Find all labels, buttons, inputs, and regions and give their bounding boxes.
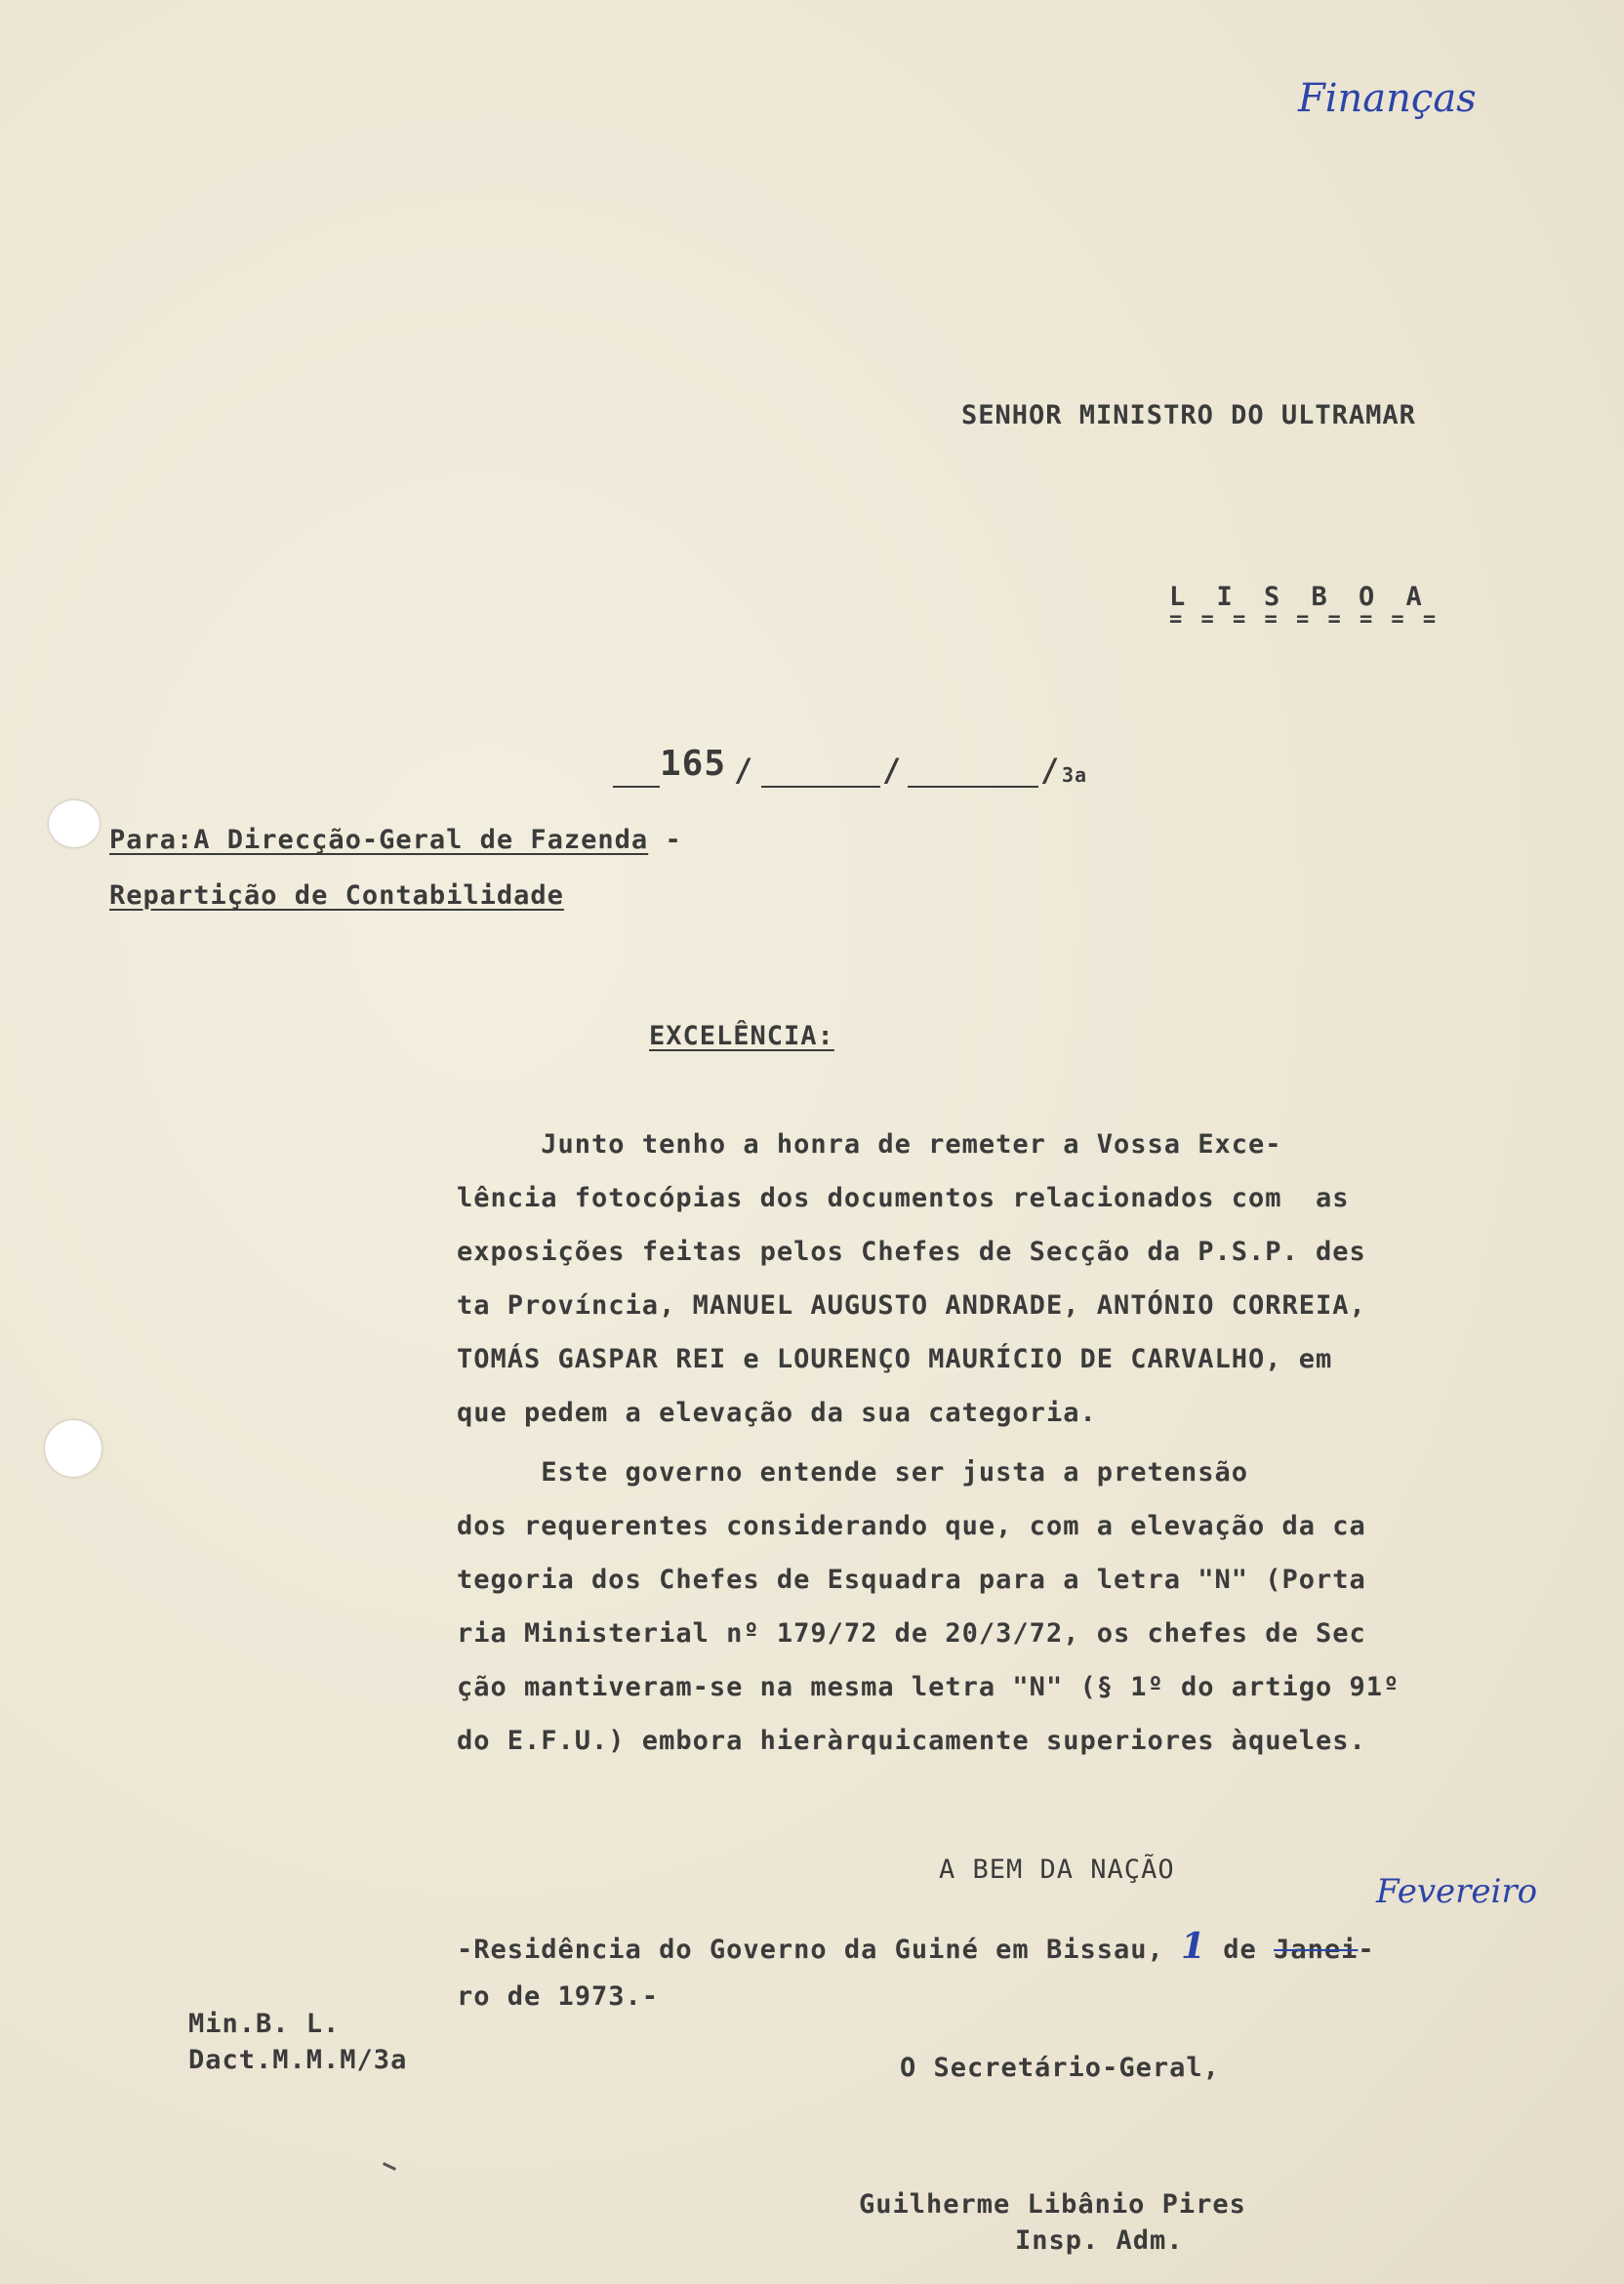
ref-slash-1: / bbox=[734, 752, 754, 789]
paragraph-1-line: que pedem a elevação da sua categoria. bbox=[457, 1398, 1097, 1428]
paragraph-1 bbox=[457, 1118, 1366, 1440]
place-date-line-1 bbox=[457, 1926, 1375, 1967]
place-text: -Residência do Governo da Guiné em Bissau, bbox=[457, 1935, 1181, 1965]
paragraph-2-line: Este governo entende ser justa a pretensão bbox=[457, 1457, 1249, 1488]
handwritten-day: 1 bbox=[1180, 1926, 1207, 1967]
typist-ref-line-1: Min.B. L. bbox=[188, 2009, 341, 2039]
place-hyphen: - bbox=[1358, 1935, 1375, 1965]
recipient-prefix: Para: bbox=[109, 825, 194, 855]
paragraph-1-line: Junto tenho a honra de remeter a Vossa Exce- bbox=[457, 1129, 1282, 1160]
handwritten-annotation-financas: Finanças bbox=[1298, 76, 1477, 121]
paragraph-2-line: ção mantiveram-se na mesma letra "N" (§ 1º do artigo 91º bbox=[457, 1672, 1401, 1702]
paragraph-2 bbox=[457, 1446, 1400, 1768]
stray-mark bbox=[383, 2162, 396, 2171]
motto: A BEM DA NAÇÃO bbox=[939, 1855, 1175, 1885]
reference-suffix: 3a bbox=[1062, 763, 1088, 787]
signatory-name: Guilherme Libânio Pires bbox=[859, 2189, 1246, 2220]
signer-role: O Secretário-Geral, bbox=[900, 2053, 1220, 2083]
ref-slash-2: / bbox=[882, 752, 903, 789]
place-date-line-2: ro de 1973.- bbox=[457, 1981, 660, 2012]
paragraph-2-line: ria Ministerial nº 179/72 de 20/3/72, os chefes de Sec bbox=[457, 1618, 1366, 1649]
ref-line-0 bbox=[613, 786, 660, 788]
ref-line-1 bbox=[761, 786, 880, 788]
recipient-line-1 bbox=[109, 825, 682, 855]
handwritten-month: Fevereiro bbox=[1376, 1872, 1538, 1911]
salutation: EXCELÊNCIA: bbox=[649, 1021, 834, 1051]
addressee-line: SENHOR MINISTRO DO ULTRAMAR bbox=[961, 400, 1416, 430]
paragraph-1-line: ta Província, MANUEL AUGUSTO ANDRADE, ANTÓNIO CORREIA, bbox=[457, 1290, 1366, 1321]
typist-ref-line-2: Dact.M.M.M/3a bbox=[188, 2045, 408, 2075]
punch-hole-bottom bbox=[45, 1420, 102, 1477]
city-double-underline: = = = = = = = = = bbox=[1169, 607, 1440, 632]
punch-hole-top bbox=[49, 800, 100, 847]
paragraph-2-line: tegoria dos Chefes de Esquadra para a letra "N" (Porta bbox=[457, 1565, 1366, 1595]
city-line: L I S B O A bbox=[1169, 582, 1430, 612]
ref-line-2 bbox=[908, 786, 1038, 788]
ref-slash-3: / bbox=[1040, 752, 1061, 789]
paragraph-2-line: dos requerentes considerando que, com a elevação da ca bbox=[457, 1511, 1366, 1541]
recipient-dash: - bbox=[648, 825, 682, 855]
reference-number: 165 bbox=[660, 744, 727, 784]
recipient-line-2: Repartição de Contabilidade bbox=[109, 880, 564, 911]
place-de: de bbox=[1206, 1935, 1275, 1965]
paragraph-1-line: TOMÁS GASPAR REI e LOURENÇO MAURÍCIO DE CARVALHO, em bbox=[457, 1344, 1333, 1374]
signatory-title: Insp. Adm. bbox=[1015, 2225, 1184, 2256]
recipient-direction: A Direcção-Geral de Fazenda bbox=[193, 825, 649, 855]
struck-month: Janei bbox=[1274, 1935, 1359, 1965]
paragraph-2-line: do E.F.U.) embora hieràrquicamente superiores àqueles. bbox=[457, 1726, 1366, 1756]
paragraph-1-line: lência fotocópias dos documentos relacionados com as bbox=[457, 1183, 1350, 1213]
paragraph-1-line: exposições feitas pelos Chefes de Secção da P.S.P. des bbox=[457, 1237, 1366, 1267]
